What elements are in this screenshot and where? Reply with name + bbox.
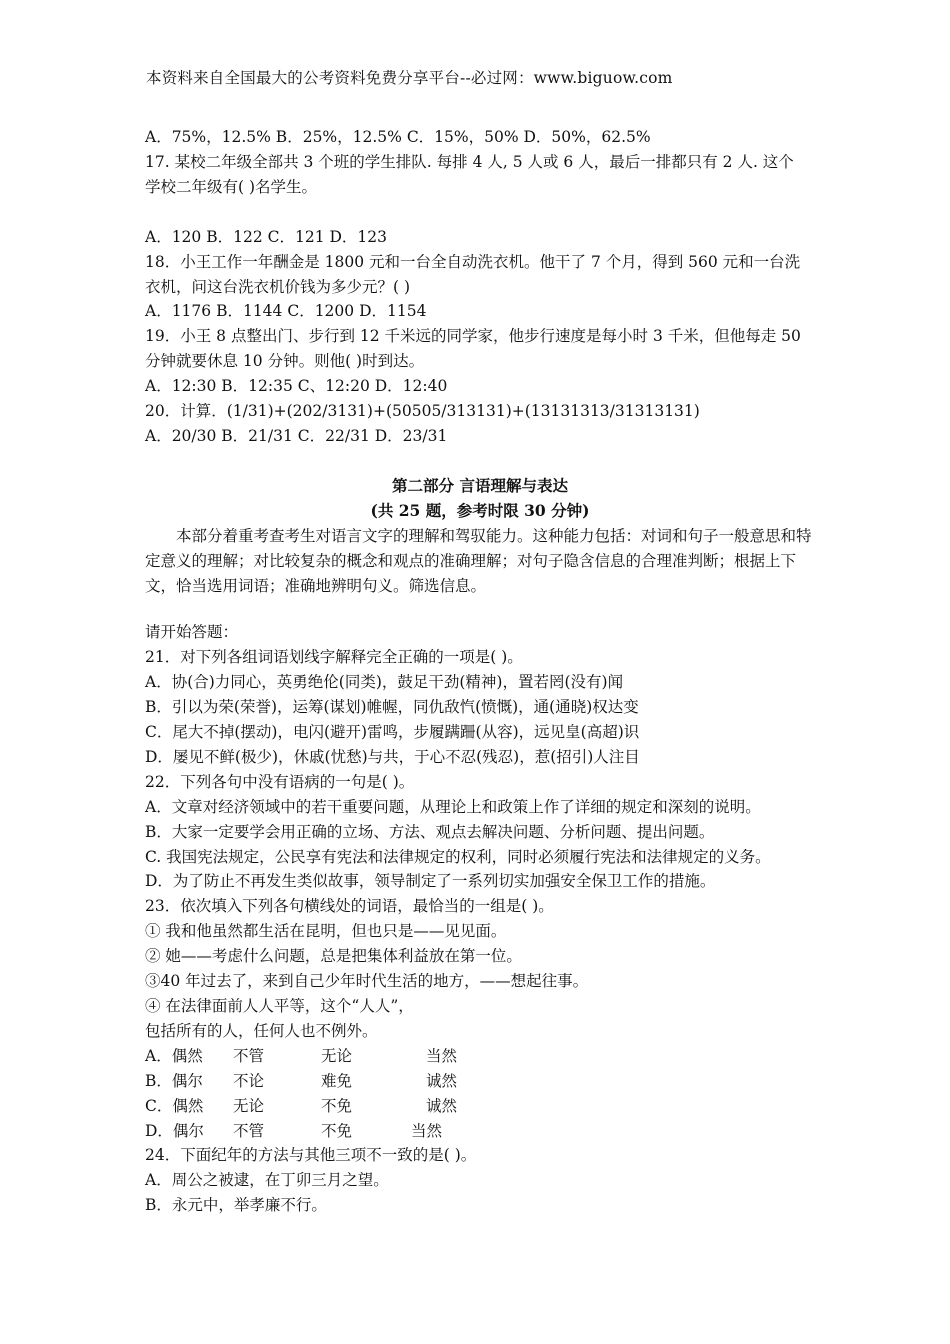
q23-option-row [145, 1094, 815, 1119]
spacer [145, 598, 815, 620]
q22-option-c: C. 我国宪法规定，公民享有宪法和法律规定的权利，同时必须履行宪法和法律规定的义务。 [145, 847, 771, 866]
option-cell: 不论 [233, 1071, 265, 1090]
q23-option-row [145, 1044, 815, 1069]
q22-option-b: B．大家一定要学会用正确的立场、方法、观点去解决问题、分析问题、提出问题。 [145, 822, 715, 841]
q18-text-2: 衣机，问这台洗衣机价钱为多少元？( ) [145, 277, 411, 296]
q24-text: 24．下面纪年的方法与其他三项不一致的是( )。 [145, 1146, 477, 1165]
option-cell: C．偶然 [145, 1096, 204, 1115]
q23-sentence-1: ① 我和他虽然都生活在昆明，但也只是——见见面。 [145, 922, 507, 941]
option-cell: A．偶然 [145, 1046, 203, 1065]
option-cell: 无论 [321, 1046, 353, 1065]
q19-options: A．12:30 B．12:35 C、12:20 D．12:40 [145, 377, 448, 396]
q20-text: 20．计算．(1/31)+(202/3131)+(50505/313131)+(13131313/31313131) [145, 402, 700, 421]
q24-option-b: B．永元中，举孝廉不行。 [145, 1196, 327, 1215]
q21-text: 21．对下列各组词语划线字解释完全正确的一项是( )。 [145, 648, 523, 667]
page-header: 本资料来自全国最大的公考资料免费分享平台--必过网：www.biguow.com [146, 69, 673, 87]
q17-text-1: 17. 某校二年级全部共 3 个班的学生排队. 每排 4 人, 5 人或 6 人，最后一排都只有 2 人. 这个 [145, 152, 794, 171]
option-cell: 当然 [426, 1046, 458, 1065]
section-title: 第二部分 言语理解与表达 [392, 475, 568, 495]
q17-text-2: 学校二年级有( )名学生。 [145, 177, 318, 196]
spacer [145, 200, 815, 225]
document-body [145, 125, 815, 1218]
q22-text: 22．下列各句中没有语病的一句是( )。 [145, 772, 415, 791]
q23-sentence-3: ③40 年过去了，来到自己少年时代生活的地方，——想起往事。 [145, 972, 589, 991]
option-cell: 不免 [321, 1121, 353, 1140]
q21-option-c: C．尾大不掉(摆动)，电闪(避开)雷鸣，步履蹒跚(从容)，远见皇(高超)识 [145, 723, 640, 742]
q19-text-1: 19．小王 8 点整出门、步行到 12 千米远的同学家，他步行速度是每小时 3 千米，但他每走 50 [145, 327, 801, 346]
q17-options: A．120 B．122 C．121 D．123 [145, 227, 387, 246]
q19-text-2: 分钟就要休息 10 分钟。则他( )时到达。 [145, 352, 425, 371]
q23-sentence-4-cont: 包括所有的人，任何人也不例外。 [145, 1021, 378, 1040]
option-cell: D．偶尔 [145, 1121, 204, 1140]
q16-options: A．75%，12.5% B．25%，12.5% C．15%，50% D．50%，62.5% [145, 128, 651, 146]
q18-text-1: 18．小王工作一年酬金是 1800 元和一台全自动洗衣机。他干了 7 个月，得到 560 元和一台洗 [145, 252, 801, 271]
q23-option-row [145, 1119, 815, 1144]
option-cell: 诚然 [426, 1096, 458, 1115]
q23-text: 23．依次填入下列各句横线处的词语，最恰当的一组是( )。 [145, 897, 554, 916]
start-prompt: 请开始答题： [145, 623, 239, 642]
q18-options: A．1176 B．1144 C．1200 D．1154 [145, 302, 427, 321]
q23-option-row [145, 1069, 815, 1094]
q21-option-b: B．引以为荣(荣誉)，运筹(谋划)帷幄，同仇敌忾(愤慨)，通(通晓)权达变 [145, 698, 639, 717]
option-cell: 无论 [233, 1096, 265, 1115]
option-cell: B．偶尔 [145, 1071, 203, 1090]
q21-option-a: A．协(合)力同心，英勇绝伦(同类)，鼓足干劲(精神)，置若罔(没有)闻 [145, 673, 624, 692]
spacer [145, 449, 815, 474]
q20-options: A．20/30 B．21/31 C．22/31 D．23/31 [145, 426, 448, 445]
option-cell: 难免 [321, 1071, 353, 1090]
q21-option-d: D．屡见不鲜(极少)，休戚(忧愁)与共，于心不忍(残忍)，惹(招引)人注目 [145, 747, 640, 766]
q23-sentence-4: ④ 在法律面前人人平等，这个“人人”， [145, 997, 414, 1015]
option-cell: 不免 [321, 1096, 353, 1115]
option-cell: 当然 [411, 1121, 443, 1140]
option-cell: 诚然 [426, 1071, 458, 1090]
section-subtitle: (共 25 题，参考时限 30 分钟) [370, 500, 590, 520]
q24-option-a: A．周公之被逮，在丁卯三月之望。 [145, 1171, 389, 1190]
option-cell: 不管 [233, 1046, 265, 1065]
section-intro: 本部分着重考查考生对语言文字的理解和驾驭能力。这种能力包括：对词和句子一般意思和特定意义的理解；对比较复杂的概念和观点的准确理解；对句子隐含信息的合理准判断；根据上下文，恰当选用词语；准确地辨明句义。筛选信息。 [145, 526, 812, 595]
q23-sentence-2: ② 她——考虑什么问题，总是把集体利益放在第一位。 [145, 947, 522, 966]
q22-option-a: A．文章对经济领域中的若干重要问题，从理论上和政策上作了详细的规定和深刻的说明。 [145, 797, 761, 816]
q22-option-d: D．为了防止不再发生类似故事，领导制定了一系列切实加强安全保卫工作的措施。 [145, 872, 716, 891]
option-cell: 不管 [233, 1121, 265, 1140]
